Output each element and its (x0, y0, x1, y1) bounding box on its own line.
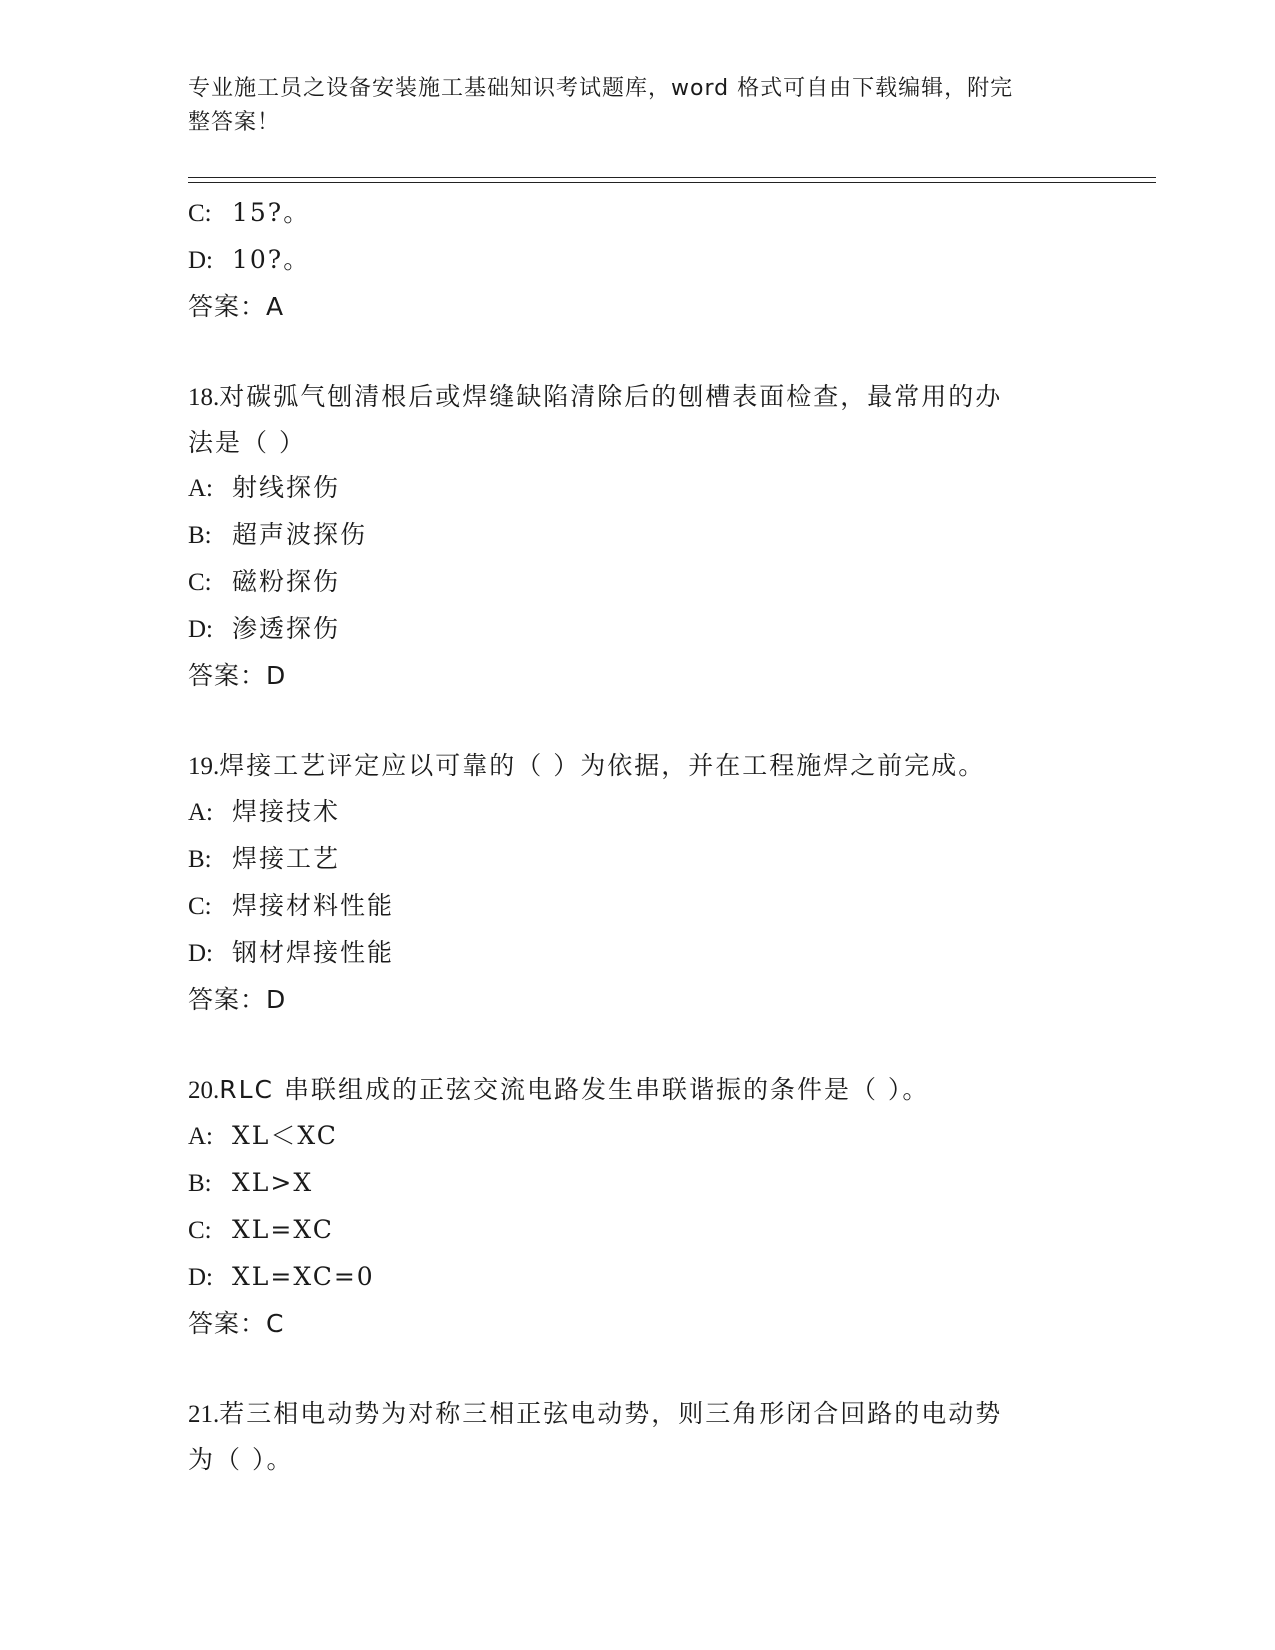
question-21 (188, 1391, 1088, 1482)
answer-line: 答案：A (188, 292, 285, 321)
option-c: C: 磁粉探伤 (188, 567, 341, 596)
option-text: 焊接工艺 (232, 844, 341, 873)
option-d: D: XL=XC=0 (188, 1262, 375, 1291)
option-c: C: XL=XC (188, 1215, 334, 1244)
option-text: 15?。 (232, 198, 311, 227)
option-a: A: 焊接技术 (188, 797, 341, 826)
answer-line: 答案：D (188, 661, 287, 690)
header-title-line-1: 专业施工员之设备安装施工基础知识考试题库，word 格式可自由下载编辑，附完 (188, 76, 1014, 101)
option-d: D: 渗透探伤 (188, 614, 341, 643)
option-text: XL>X (232, 1168, 314, 1197)
answer-line: 答案：C (188, 1309, 285, 1338)
header-divider-top (188, 177, 1156, 178)
option-c: C: 15?。 (188, 198, 311, 227)
question-number: 19. (188, 753, 220, 780)
question-18 (188, 374, 1088, 699)
option-a: A: 射线探伤 (188, 473, 341, 502)
option-d: D: 10?。 (188, 245, 311, 274)
option-a: A: XL＜XC (188, 1121, 338, 1150)
option-text: XL＜XC (232, 1121, 338, 1150)
question-stem: 20.RLC 串联组成的正弦交流电路发生串联谐振的条件是（ ）。 (188, 1075, 930, 1104)
question-19 (188, 743, 1088, 1023)
option-text: 超声波探伤 (232, 520, 368, 549)
header-divider-bottom (188, 182, 1156, 183)
option-b: B: 超声波探伤 (188, 520, 368, 549)
question-stem-continued: 为（ ）。 (188, 1445, 294, 1474)
option-text: 渗透探伤 (232, 614, 341, 643)
question-number: 18. (188, 384, 220, 411)
option-text: 焊接技术 (232, 797, 341, 826)
question-stem: 18.对碳弧气刨清根后或焊缝缺陷清除后的刨槽表面检查，最常用的办 (188, 382, 1003, 411)
option-text: 焊接材料性能 (232, 891, 395, 920)
option-text: 射线探伤 (232, 473, 341, 502)
option-text: 10?。 (232, 245, 311, 274)
question-stem: 21.若三相电动势为对称三相正弦电动势，则三角形闭合回路的电动势 (188, 1399, 1003, 1428)
question-number: 21. (188, 1401, 220, 1428)
option-b: B: XL>X (188, 1168, 314, 1197)
option-d: D: 钢材焊接性能 (188, 938, 395, 967)
option-c: C: 焊接材料性能 (188, 891, 395, 920)
option-text: 钢材焊接性能 (232, 938, 395, 967)
question-content (188, 190, 1088, 1482)
question-number: 20. (188, 1077, 220, 1104)
header-title-line-2: 整答案！ (188, 110, 281, 135)
document-header (188, 72, 1088, 140)
question-20 (188, 1067, 1088, 1347)
option-text: XL=XC (232, 1215, 334, 1244)
question-stem-continued: 法是（ ） (188, 428, 306, 457)
answer-line: 答案：D (188, 985, 287, 1014)
previous-question-fragment (188, 190, 1088, 330)
option-b: B: 焊接工艺 (188, 844, 341, 873)
option-text: 磁粉探伤 (232, 567, 341, 596)
option-text: XL=XC=0 (232, 1262, 375, 1291)
question-stem: 19.焊接工艺评定应以可靠的（ ）为依据，并在工程施焊之前完成。 (188, 751, 986, 780)
